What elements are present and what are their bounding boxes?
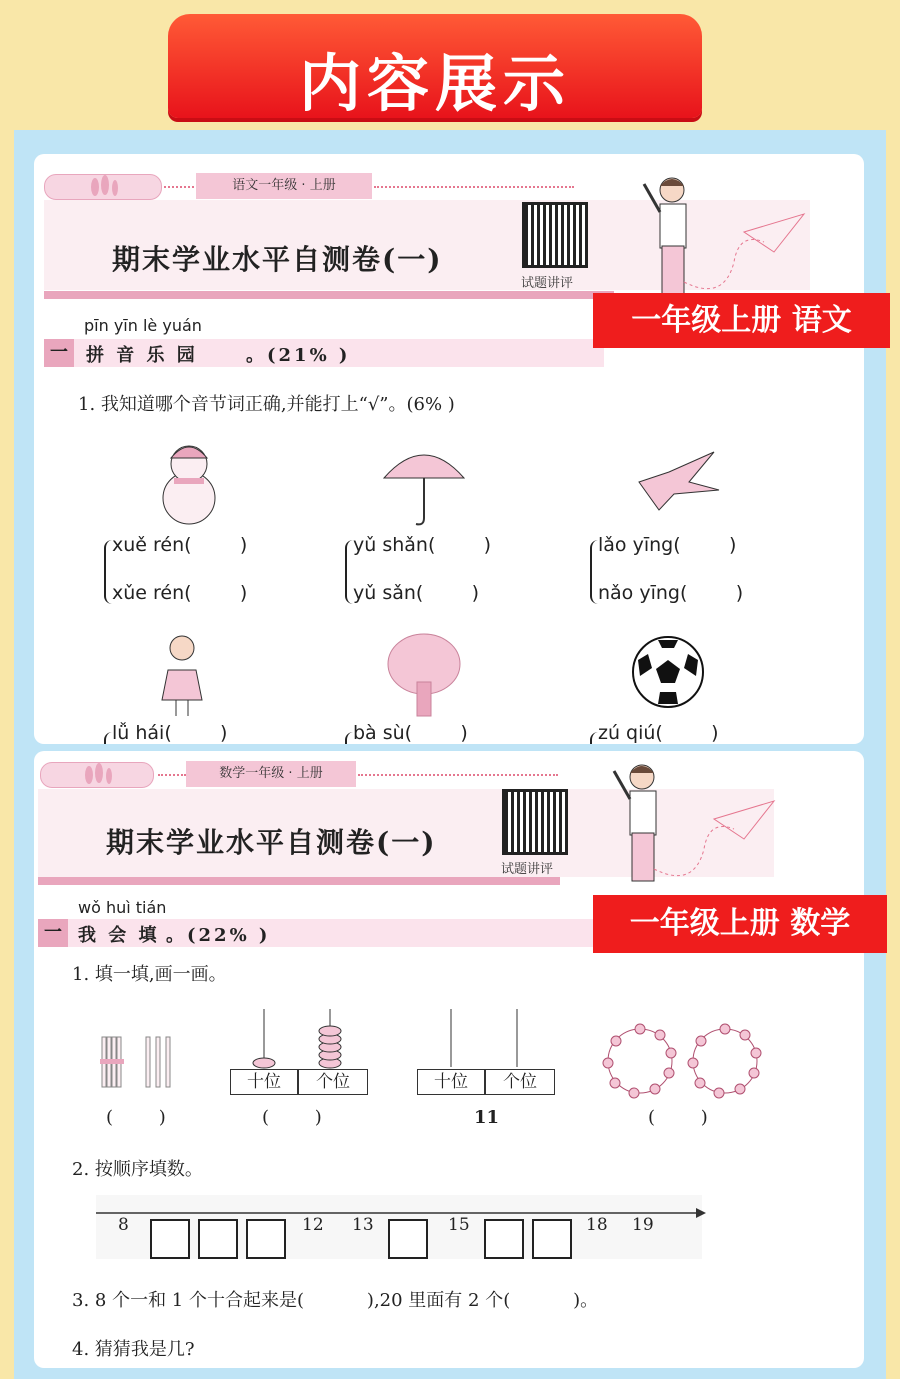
answer-box[interactable] — [198, 1219, 238, 1259]
tree-icon — [384, 630, 464, 720]
dot-line — [358, 774, 558, 776]
option-2a: yǔ shǎn( ) — [353, 534, 492, 556]
abacus-2 — [417, 1007, 557, 1077]
top-banner — [168, 14, 702, 118]
chinese-sample-card — [34, 154, 864, 744]
boy-illustration — [624, 172, 814, 302]
ones-label: 个位 — [298, 1069, 368, 1095]
dot-line — [374, 186, 574, 188]
answer-box[interactable] — [388, 1219, 428, 1259]
snowman-icon — [144, 436, 234, 526]
option-5: bà sù( ) — [353, 722, 468, 744]
tree-decor-icon — [45, 175, 161, 199]
section-pinyin: wǒ huì tián — [78, 898, 167, 917]
answer-box[interactable] — [484, 1219, 524, 1259]
option-6: zú qiú( ) — [598, 722, 719, 744]
banner-title: 内容展示 — [298, 47, 571, 120]
brace — [345, 540, 353, 604]
section-title: 拼 音 乐 园 — [86, 345, 198, 366]
decor-tag — [40, 762, 154, 788]
math-sample-card — [34, 751, 864, 1368]
question-2: 2. 按顺序填数。 — [72, 1159, 203, 1180]
option-3a: lǎo yīng( ) — [598, 534, 737, 556]
brace — [104, 732, 112, 744]
grade-label-math: 一年级上册 数学 — [593, 895, 887, 953]
question-4: 4. 猜猜我是几? — [72, 1339, 195, 1360]
answer-box[interactable] — [246, 1219, 286, 1259]
section-number: 一 — [38, 919, 68, 947]
tree-decor-icon — [41, 763, 153, 787]
dot-line — [158, 774, 186, 776]
section-title: 我 会 填 — [78, 925, 160, 946]
decor-tag — [44, 174, 162, 200]
tens-label: 十位 — [230, 1069, 298, 1095]
nl-label: 18 — [586, 1215, 608, 1235]
blank-2: ( ) — [262, 1107, 322, 1128]
bead-rings-icon — [600, 1023, 770, 1103]
question-3: 3. 8 个一和 1 个十合起来是( ),20 里面有 2 个( )。 — [72, 1290, 599, 1311]
section-number: 一 — [44, 339, 74, 367]
answer-box[interactable] — [532, 1219, 572, 1259]
question-1: 1. 我知道哪个音节词正确,并能打上“√”。(6% ) — [78, 394, 455, 415]
qr-label: 试题讲评 — [521, 276, 574, 291]
brace — [590, 540, 598, 604]
ones-label: 个位 — [485, 1069, 555, 1095]
qr-code[interactable] — [522, 202, 588, 268]
divider — [44, 291, 614, 299]
brace — [104, 540, 112, 604]
subject-tag: 语文一年级 · 上册 — [196, 173, 372, 199]
exam-title: 期末学业水平自测卷(一) — [112, 243, 443, 276]
option-4: lǚ hái( ) — [112, 722, 228, 744]
section-score: 。(22% ) — [166, 925, 271, 946]
abacus-value: 11 — [474, 1107, 500, 1128]
boy-illustration — [594, 759, 784, 889]
eagle-icon — [629, 442, 724, 522]
football-icon — [630, 634, 706, 710]
blank-3: ( ) — [648, 1107, 708, 1128]
nl-label: 8 — [118, 1215, 129, 1235]
answer-box[interactable] — [150, 1219, 190, 1259]
option-3b: nǎo yīng( ) — [598, 582, 744, 604]
option-1b: xǔe rén( ) — [112, 582, 248, 604]
section-score: 。(21% ) — [246, 345, 351, 366]
divider — [38, 877, 560, 885]
exam-title: 期末学业水平自测卷(一) — [106, 826, 437, 859]
question-1: 1. 填一填,画一画。 — [72, 964, 227, 985]
option-2b: yǔ sǎn( ) — [353, 582, 480, 604]
dot-line — [164, 186, 194, 188]
qr-label: 试题讲评 — [501, 862, 554, 877]
nl-label: 19 — [632, 1215, 654, 1235]
sticks-icon — [98, 1033, 188, 1093]
section-pinyin: pīn yīn lè yuán — [84, 316, 202, 335]
nl-label: 13 — [352, 1215, 374, 1235]
brace — [590, 732, 598, 744]
option-1a: xuě rén( ) — [112, 534, 248, 556]
grade-label-chinese: 一年级上册 语文 — [593, 293, 890, 348]
girl-icon — [152, 630, 212, 720]
umbrella-icon — [379, 436, 469, 528]
qr-code[interactable] — [502, 789, 568, 855]
nl-label: 15 — [448, 1215, 470, 1235]
tens-label: 十位 — [417, 1069, 485, 1095]
brace — [345, 732, 353, 744]
blank-1: ( ) — [106, 1107, 166, 1128]
nl-label: 12 — [302, 1215, 324, 1235]
subject-tag: 数学一年级 · 上册 — [186, 761, 356, 787]
